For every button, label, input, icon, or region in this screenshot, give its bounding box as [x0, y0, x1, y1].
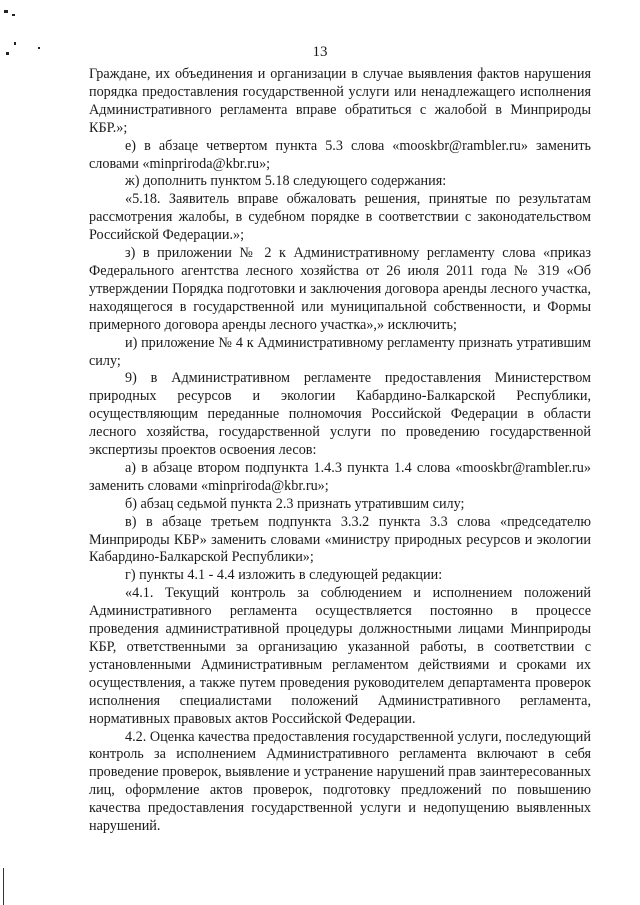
paragraph: «5.18. Заявитель вправе обжаловать решения, принятые по результатам рассмотрения жалобы, в судебном порядке в соответствии с законодательством Российской Федерации.»; [89, 191, 591, 244]
document-body [89, 66, 591, 836]
paragraph: Граждане, их объединения и организации в случае выявления фактов нарушения порядка предоставления государственной услуги или ненадлежащего исполнения Административного регламента вправе обратиться с жалобой в Минприроды КБР.»; [89, 66, 591, 136]
paragraph: г) пункты 4.1 - 4.4 изложить в следующей редакции: [125, 567, 443, 584]
paragraph: з) в приложении № 2 к Административному регламенту слова «приказ Федерального агентства лесного хозяйства от 26 июля 2011 года № 319 «Об утверждении Порядка подготовки и заключения договора аренды лесного участка, находящегося в государственной или муниципальной собственности, и Формы примерного договора аренды лесного участка»,» исключить; [89, 245, 591, 333]
paragraph: и) приложение № 4 к Административному регламенту признать утратившим силу; [89, 334, 591, 369]
paragraph: ж) дополнить пунктом 5.18 следующего содержания: [125, 173, 447, 190]
paragraph: 9) в Административном регламенте предоставления Министерством природных ресурсов и экологии Кабардино-Балкарской Республики, осуществляющим переданные полномочия Российской Федерации в области лесного хозяйства, государственной услуги по проведению государственной экспертизы проектов освоения лесов: [89, 370, 591, 459]
paragraph: а) в абзаце втором подпункта 1.4.3 пункта 1.4 слова «mooskbr@rambler.ru» заменить словами «minpriroda@kbr.ru»; [89, 459, 591, 494]
paragraph: 4.2. Оценка качества предоставления государственной услуги, последующий контроль за исполнением Административного регламента включают в себя проведение проверок, выявление и устранение нарушений прав заинтересованных лиц, оформление актов проверок, подготовку предложений по повышению качества предоставления государственной услуги и недопущению выявленных нарушений. [89, 728, 591, 835]
paragraph: е) в абзаце четвертом пункта 5.3 слова «mooskbr@rambler.ru» заменить словами «minpriroda@kbr.ru»; [89, 137, 591, 172]
scan-margin-line [3, 868, 4, 905]
paragraph: «4.1. Текущий контроль за соблюдением и исполнением положений Административного регламента осуществляется постоянно в процессе проведения административной процедуры должностными лицами Минприроды КБР, ответственными за организацию указанной работы, в соответствии с установленными Административным регламентом действиями и сроками их осуществления, а также путем проведения руководителем департамента проверок исполнения специалистами положений Административного регламента, нормативных правовых актов Российской Федерации. [89, 585, 591, 727]
scan-speck [12, 14, 15, 16]
paragraph: б) абзац седьмой пункта 2.3 признать утратившим силу; [125, 495, 465, 512]
page-number: 13 [312, 44, 328, 60]
scan-speck [4, 10, 8, 13]
paragraph: в) в абзаце третьем подпункта 3.3.2 пункта 3.3 слова «председателю Минприроды КБР» заменить словами «министру природных ресурсов и экологии Кабардино-Балкарской Республики»; [89, 513, 591, 566]
